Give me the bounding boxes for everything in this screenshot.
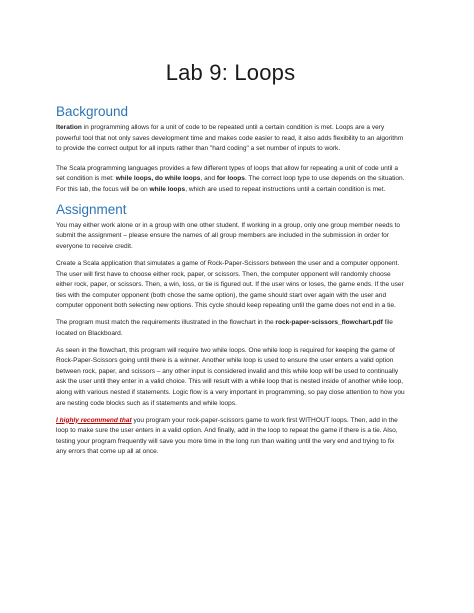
flowchart-filename: rock-paper-scissors_flowchart.pdf [275,319,383,327]
as-p3-text-2: file located on Blackboard. [56,319,393,337]
iteration-term: Iteration [56,124,82,131]
page-title: Lab 9: Loops [165,60,296,85]
bg-p2-bold-2: for loops [216,175,245,183]
bg-p2-bold-3: while loops [149,185,186,193]
background-heading: Background [56,104,129,119]
background-section [56,104,405,196]
assignment-paragraph-5 [56,416,405,458]
assignment-paragraph-4: As seen in the flowchart, this program will require two while loops. One while loop is required for keeping the game of Rock-Paper-Scissors going until there is a winner. Another while loop is used to ensure the user enters a valid option between rock, paper, and scissors – any other input is considered invalid and this while loop will be used to continually ask the user until they enter in a valid choice. This will result with a while loop that is nested inside of another while loop, along with various nested if statements. Logic flow is a very important in programming, so pay close attention to how you are nesting code blocks such as if statements and while loops. [56,346,405,407]
background-paragraph-1 [56,123,405,155]
assignment-section [56,202,405,458]
bg-p2-text-2: , and [200,175,217,183]
bg-p2-text-4: , which are used to repeat instructions until a certain condition is met. [185,185,386,193]
recommend-highlight: I highly recommend that [56,416,132,424]
bg-p2-bold-1: while loops, do while loops [115,175,201,183]
assignment-paragraph-2: Create a Scala application that simulates a game of Rock-Paper-Scissors between the user and a computer opponent. The user will first have to choose either rock, paper, or scissors. Then, the computer opponent will randomly choose either rock, paper, or scissors. Then, a win, loss, or tie is figured out. If the user wins or loses, the game ends. If the user ties with the computer opponent (both chose the same option), the game should start over again with the user and computer opponent both selecting new options. This cycle should keep repeating until the game does not end in a tie. [56,259,404,310]
assignment-paragraph-1: You may either work alone or in a group with one other student. If working in a group, only one group member needs to submit the assignment – please ensure the names of all group members are included in the submission in order for everyone to receive credit. [56,221,401,251]
bg-p2-text-1: The Scala programming languages provides a few different types of loops that allow for repeating a unit of code until a set condition is met: [56,164,398,183]
bg-p2-text-3: . The correct loop type to use depends on the situation. For this lab, the focus will be on [56,175,405,193]
assignment-paragraph-3 [56,318,405,339]
assignment-heading: Assignment [56,201,127,217]
as-p5-text: you program your rock-paper-scissors game to work first WITHOUT loops. Then, add in the loop to make sure the user enters in a valid option. And finally, add in the loop to repeat the game if there is a tie. Also, testing your program frequently will save you more time in the long run than waiting until the very end and trying to fix any errors that come up all at once. [56,416,398,456]
background-paragraph-2 [56,164,405,196]
background-p1-text: in programming allows for a unit of code to be repeated until a certain condition is met. Loops are a very powerful tool that not only saves development time and makes code easier to read, it also adds flexibility to an algorithm to provide the correct output for all inputs rather than "hard coding" a set number of inputs to work. [56,124,404,153]
as-p3-text-1: The program must match the requirements illustrated in the flowchart in the [56,319,276,327]
